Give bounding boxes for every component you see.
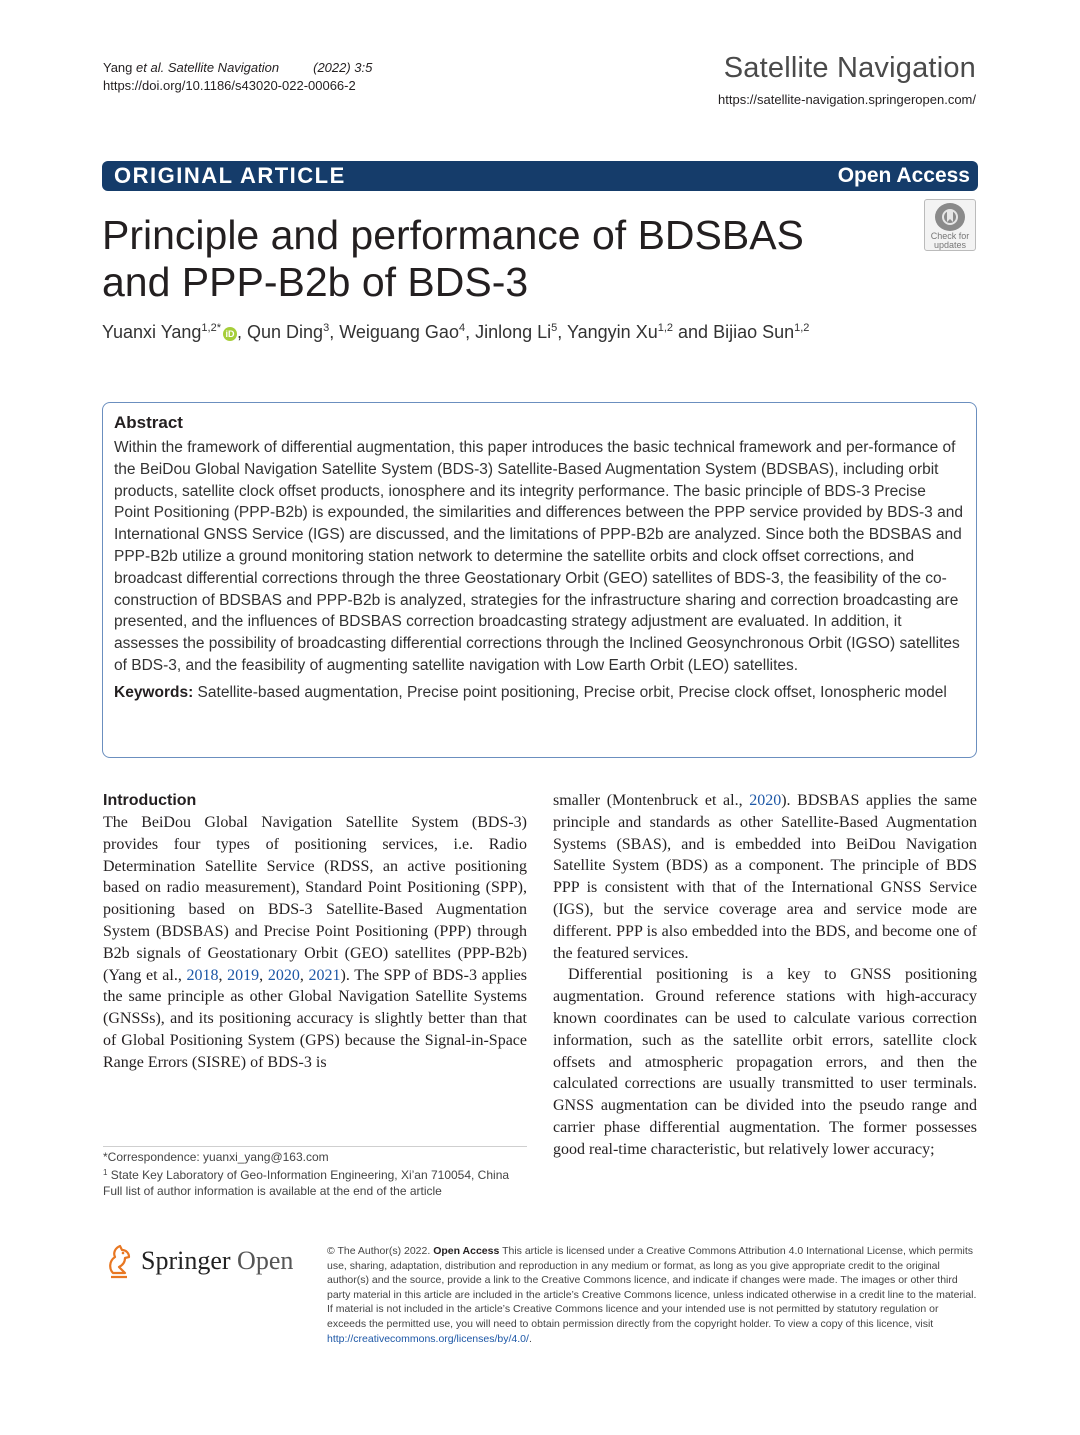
full-author-info-note: Full list of author information is available at the end of the article	[103, 1184, 442, 1199]
abstract-heading: Abstract	[114, 413, 183, 432]
footnotes	[103, 1149, 527, 1200]
author[interactable]: Yuanxi Yang$^{1,2*}$	[102, 322, 221, 342]
springer-open-logo	[103, 1243, 293, 1279]
citation-source: Yang et al. Satellite Navigation	[103, 60, 280, 75]
footnote-divider	[103, 1146, 527, 1147]
intro-paragraph-1: The BeiDou Global Navigation Satellite System (BDS-3) provides four types of positioning services, i.e. Radio Determination Satellite Service (RDSS, an active positioning based on radio measurement), Standard Point Positioning (SPP), positioning based on BDS-3 Satellite-Based Augmentation System (BDSBAS) and Precise Point Positioning (PPP) through B2b signals of Geostationary Orbit (GEO) satellites (PPP-B2b) (Yang et al., 2018, 2019, 2020, 2021). The SPP of BDS-3 applies the same principle as other Global Navigation Satellite Systems (GNSSs), and its positioning accuracy is slightly better than that of Global Positioning System (GPS) because the Signal-in-Space Range Errors (SISRE) of BDS-3 is	[103, 814, 527, 1071]
author[interactable]: Qun Ding$^3$	[247, 322, 330, 342]
author[interactable]: Jinlong Li$^5$	[475, 322, 558, 342]
citation-block	[103, 59, 372, 95]
keywords: Keywords: Satellite-based augmentation, Precise point positioning, Precise orbit, Precise clock offset, Ionospheric model	[114, 683, 947, 701]
journal-url[interactable]: https://satellite-navigation.springeropen.com/	[718, 92, 976, 107]
author[interactable]: Bijiao Sun$^{1,2}$	[713, 322, 810, 342]
body-column-left	[103, 790, 527, 1074]
correspondence: *Correspondence: yuanxi_yang@163.com	[103, 1150, 329, 1164]
intro-paragraph-2: Differential positioning is a key to GNSS positioning augmentation. Ground reference stations with high-accuracy known coordinates can be used to calculate various correction information, such as the satellite orbit errors, satellite clock offsets and atmospheric propagation errors, and then the calculated corrections are usually transmitted to user terminals. GNSS augmentation can be divided into the pseudo range and carrier phase differential augmentation. The former possesses good real-time characteristic, but relatively lower accuracy;	[553, 966, 977, 1158]
author[interactable]: Weiguang Gao$^4$	[339, 322, 466, 342]
license-link[interactable]: http://creativecommons.org/licenses/by/4.0/	[327, 1332, 529, 1345]
license-text: © The Author(s) 2022. Open Access This article is licensed under a Creative Commons Attribution 4.0 International License, which permits use, sharing, adaptation, distribution and reproduction in any medium or format, as long as you give appropriate credit to the original author(s) and the source, provide a link to the Creative Commons licence, and indicate if changes were made. The images or other third party material in this article are included in the article’s Creative Commons licence, unless indicated otherwise in a credit line to the material. If material is not included in the article’s Creative Commons licence and your intended use is not permitted by statutory regulation or exceeds the permitted use, you will need to obtain permission directly from the copyright holder. To view a copy of this licence, visit http://creativecommons.org/licenses/by/4.0/.	[327, 1245, 977, 1345]
citation-link[interactable]: 2020	[749, 792, 782, 809]
citation-link[interactable]: 2020	[267, 966, 300, 984]
section-heading-introduction: Introduction	[103, 792, 197, 809]
badge-line-1: Check for	[930, 231, 970, 241]
citation-link[interactable]: 2021	[308, 966, 341, 984]
affiliation-1: $^1$ State Key Laboratory of Geo-Information Engineering, Xi’an 710054, China	[103, 1168, 510, 1183]
bookmark-icon	[935, 203, 965, 231]
publisher-name: Springer	[141, 1246, 231, 1275]
title-line-2: and PPP-B2b of BDS-3	[102, 259, 529, 305]
citation-volume: (2022) 3:5	[313, 60, 373, 75]
body-column-right	[553, 790, 977, 1161]
orcid-icon[interactable]: iD	[223, 327, 237, 341]
author[interactable]: Yangyin Xu$^{1,2}$	[566, 322, 674, 342]
doi-link[interactable]: https://doi.org/10.1186/s43020-022-00066-2	[103, 78, 356, 93]
springer-horse-icon	[103, 1243, 135, 1279]
article-banner	[102, 161, 978, 191]
page-title	[102, 212, 902, 306]
citation-link[interactable]: 2019	[227, 966, 260, 984]
publisher-open: Open	[237, 1246, 294, 1275]
abstract-text: Within the framework of differential augmentation, this paper introduces the basic technical framework and per-formance of the BeiDou Global Navigation Satellite System (BDS-3) Satellite-Based Augmentation System (BDSBAS), including orbit products, satellite clock offset products, ionosphere and its integrity performance. The basic principle of BDS-3 Precise Point Positioning (PPP-B2b) is expounded, the similarities and differences between the PPP service provided by BDS-3 and International GNSS Service (IGS) are discussed, and the limitations of PPP-B2b are analyzed. Since both the BDSBAS and PPP-B2b utilize a ground monitoring station network to determine the satellite orbits and clock offset corrections, and broadcast differential corrections through the three Geostationary Orbit (GEO) satellites of BDS-3, the feasibility of the co-construction of BDSBAS and PPP-B2b is analyzed, strategies for the infrastructure sharing and correction broadcasting are presented, and the influences of BDSBAS correction broadcasting strategy adjustment are evaluated. In addition, it assesses the possibility of broadcasting differential corrections through the Inclined Geosynchronous Orbit (IGSO) satellites of BDS-3, and the feasibility of augmenting satellite navigation with Low Earth Orbit (LEO) satellites.	[114, 439, 963, 674]
journal-name: Satellite Navigation	[723, 52, 976, 84]
badge-line-2: updates	[933, 240, 966, 250]
citation-link[interactable]: 2018	[186, 966, 219, 984]
intro-paragraph-1-cont: smaller (Montenbruck et al., 2020). BDSBAS applies the same principle and standards as other Satellite-Based Augmentation Systems (SBAS), and is embedded into BeiDou Navigation Satellite System (BDS) as a component. The principle of BDS PPP is consistent with that of the International GNSS Service (IGS), but the service coverage area and service mode are different. PPP is also embedded into the BDS, and become one of the featured services.	[553, 792, 977, 962]
check-for-updates-button[interactable]	[924, 199, 976, 251]
abstract-box	[102, 402, 977, 758]
open-access-label: Open Access	[837, 164, 970, 187]
article-type: ORIGINAL ARTICLE	[114, 163, 346, 188]
title-line-1: Principle and performance of BDSBAS	[102, 212, 804, 258]
author-list: Yuanxi Yang$^{1,2*}$ iD , Qun Ding$^3$, Weiguang Gao$^4$, Jinlong Li$^5$, Yangyin Xu$^{1,2}$ and Bijiao Sun$^{1,2}$	[102, 322, 810, 342]
